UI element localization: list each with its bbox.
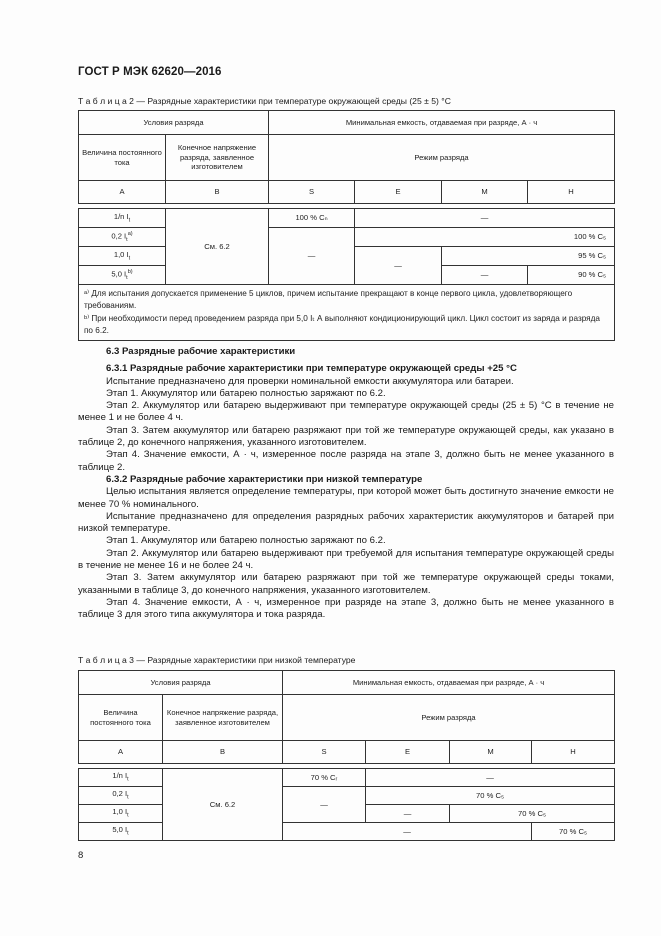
col-label: E — [355, 181, 442, 204]
cell-capacity: 100 % C₅ — [355, 228, 615, 247]
paragraph: Этап 1. Аккумулятор или батарею полностью заряжают по 6.2. — [106, 535, 386, 547]
paragraph: Этап 4. Значение емкости, А · ч, измеренное при разряде на этапе 3, должно быть не менее указанного в таблице 3 для этого типа аккумулятора и тока разряда. — [78, 596, 614, 621]
paragraph: Этап 2. Аккумулятор или батарею выдерживают при требуемой для испытания температуре окружающей среды в течение не менее 16 и не более 24 ч. — [78, 547, 614, 572]
header-conditions: Условия разряда — [79, 111, 269, 135]
cell-capacity: — — [283, 787, 366, 823]
heading-6-3-1: 6.3.1 Разрядные рабочие характеристики при температуре окружающей среды +25 °С — [106, 363, 517, 375]
col-label: H — [532, 741, 615, 764]
paragraph: Этап 3. Затем аккумулятор или батарею разряжают при той же температуре окружающей среды токами, указанными в таблице 3, до конечного напряжения, указанного изготовителем. — [78, 572, 614, 596]
cell-capacity: — — [355, 209, 615, 228]
table3-caption: Т а б л и ц а 3 — Разрядные характеристики при низкой температуре — [78, 655, 356, 665]
cell-capacity: — — [269, 228, 355, 285]
row-label: 1,0 $I_t$ — [79, 247, 166, 266]
page-number: 8 — [78, 850, 84, 861]
header-mode: Режим разряда — [269, 135, 615, 181]
col-label: A — [79, 181, 166, 204]
col-label: B — [163, 741, 283, 764]
header-voltage: Конечное напряжение разряда, заявленное изготовителем — [163, 695, 283, 741]
heading-6-3: 6.3 Разрядные рабочие характеристики — [106, 346, 296, 357]
header-current: Величина постоянного тока — [79, 135, 166, 181]
row-label: 1/n $I_t$ — [79, 209, 166, 228]
col-label: M — [442, 181, 528, 204]
cell-capacity: — — [366, 805, 450, 823]
cell-capacity: 70 % Cᵣ — [283, 769, 366, 787]
cell-capacity: — — [366, 769, 615, 787]
header-mode: Режим разряда — [283, 695, 615, 741]
header-conditions: Условия разряда — [79, 671, 283, 695]
paragraph: Испытание предназначено для определения разрядных рабочих характеристик аккумуляторов и батарей при низкой температуре. — [78, 510, 614, 535]
col-label: B — [166, 181, 269, 204]
see-ref: См. 6.2 — [166, 209, 269, 285]
col-label: E — [366, 741, 450, 764]
cell-capacity: 70 % C₅ — [450, 805, 615, 823]
paragraph: Целью испытания является определение температуры, при которой может быть достигнуто значение емкости не менее 70 % номинального. — [78, 486, 614, 510]
table2-caption: Т а б л и ц а 2 — Разрядные характеристики при температуре окружающей среды (25 ± 5) °С — [78, 96, 451, 106]
paragraph: Этап 4. Значение емкости, А · ч, измеренное после разряда на этапе 3, должно быть не менее указанного в таблице 2. — [78, 449, 614, 473]
cell-capacity: 90 % C₅ — [528, 266, 615, 285]
header-voltage: Конечное напряжение разряда, заявленное изготовителем — [166, 135, 269, 181]
row-label: 5,0 $I_t$ — [79, 823, 163, 841]
note-b: ᵇ⁾ При необходимости перед проведением разряда при 5,0 Iₜ А выполняют кондиционирующий цикл. Цикл состоит из заряда и разряда по 6.2. — [84, 313, 600, 335]
cell-capacity: 70 % C₅ — [532, 823, 615, 841]
header-capacity: Минимальная емкость, отдаваемая при разряде, А · ч — [283, 671, 615, 695]
see-ref: См. 6.2 — [163, 769, 283, 841]
section-text — [78, 346, 614, 622]
document-header: ГОСТ Р МЭК 62620—2016 — [78, 66, 222, 78]
cell-capacity: — — [283, 823, 532, 841]
row-label: 0,2 $I_t$ — [79, 787, 163, 805]
cell-capacity: 70 % C₅ — [366, 787, 615, 805]
header-capacity: Минимальная емкость, отдаваемая при разряде, А · ч — [269, 111, 615, 135]
row-label: 0,2 $I_t^{a)}$ — [79, 228, 166, 247]
col-label: S — [269, 181, 355, 204]
table-notes — [79, 285, 615, 341]
header-current: Величина постоянного тока — [79, 695, 163, 741]
paragraph: Этап 3. Затем аккумулятор или батарею разряжают при той же температуре окружающей среды, как указано в таблице 2, до конечного напряжения, указанного изготовителем. — [78, 424, 614, 449]
table-2 — [78, 110, 615, 341]
col-label: M — [450, 741, 532, 764]
col-label: A — [79, 741, 163, 764]
row-label: 1/n $I_t$ — [79, 769, 163, 787]
paragraph: Этап 1. Аккумулятор или батарею полностью заряжают по 6.2. — [106, 387, 386, 399]
col-label: H — [528, 181, 615, 204]
table-3 — [78, 670, 615, 841]
cell-capacity: 100 % Cₙ — [269, 209, 355, 228]
row-label: 1,0 $I_t$ — [79, 805, 163, 823]
note-a: ᵃ⁾ Для испытания допускается применение 5 циклов, причем испытание прекращают в конце первого цикла, удовлетворяющего требованиям. — [84, 289, 573, 311]
col-label: S — [283, 741, 366, 764]
paragraph: Испытание предназначено для проверки номинальной емкости аккумулятора или батареи. — [106, 375, 514, 387]
cell-capacity: — — [355, 247, 442, 285]
cell-capacity: — — [442, 266, 528, 285]
heading-6-3-2: 6.3.2 Разрядные рабочие характеристики при низкой температуре — [106, 473, 423, 485]
cell-capacity: 95 % C₅ — [442, 247, 615, 266]
paragraph: Этап 2. Аккумулятор или батарею выдерживают при температуре окружающей среды (25 ± 5) °С в течение не менее 1 и не более 4 ч. — [78, 400, 614, 424]
row-label: 5,0 $I_t^{b)}$ — [79, 266, 166, 285]
